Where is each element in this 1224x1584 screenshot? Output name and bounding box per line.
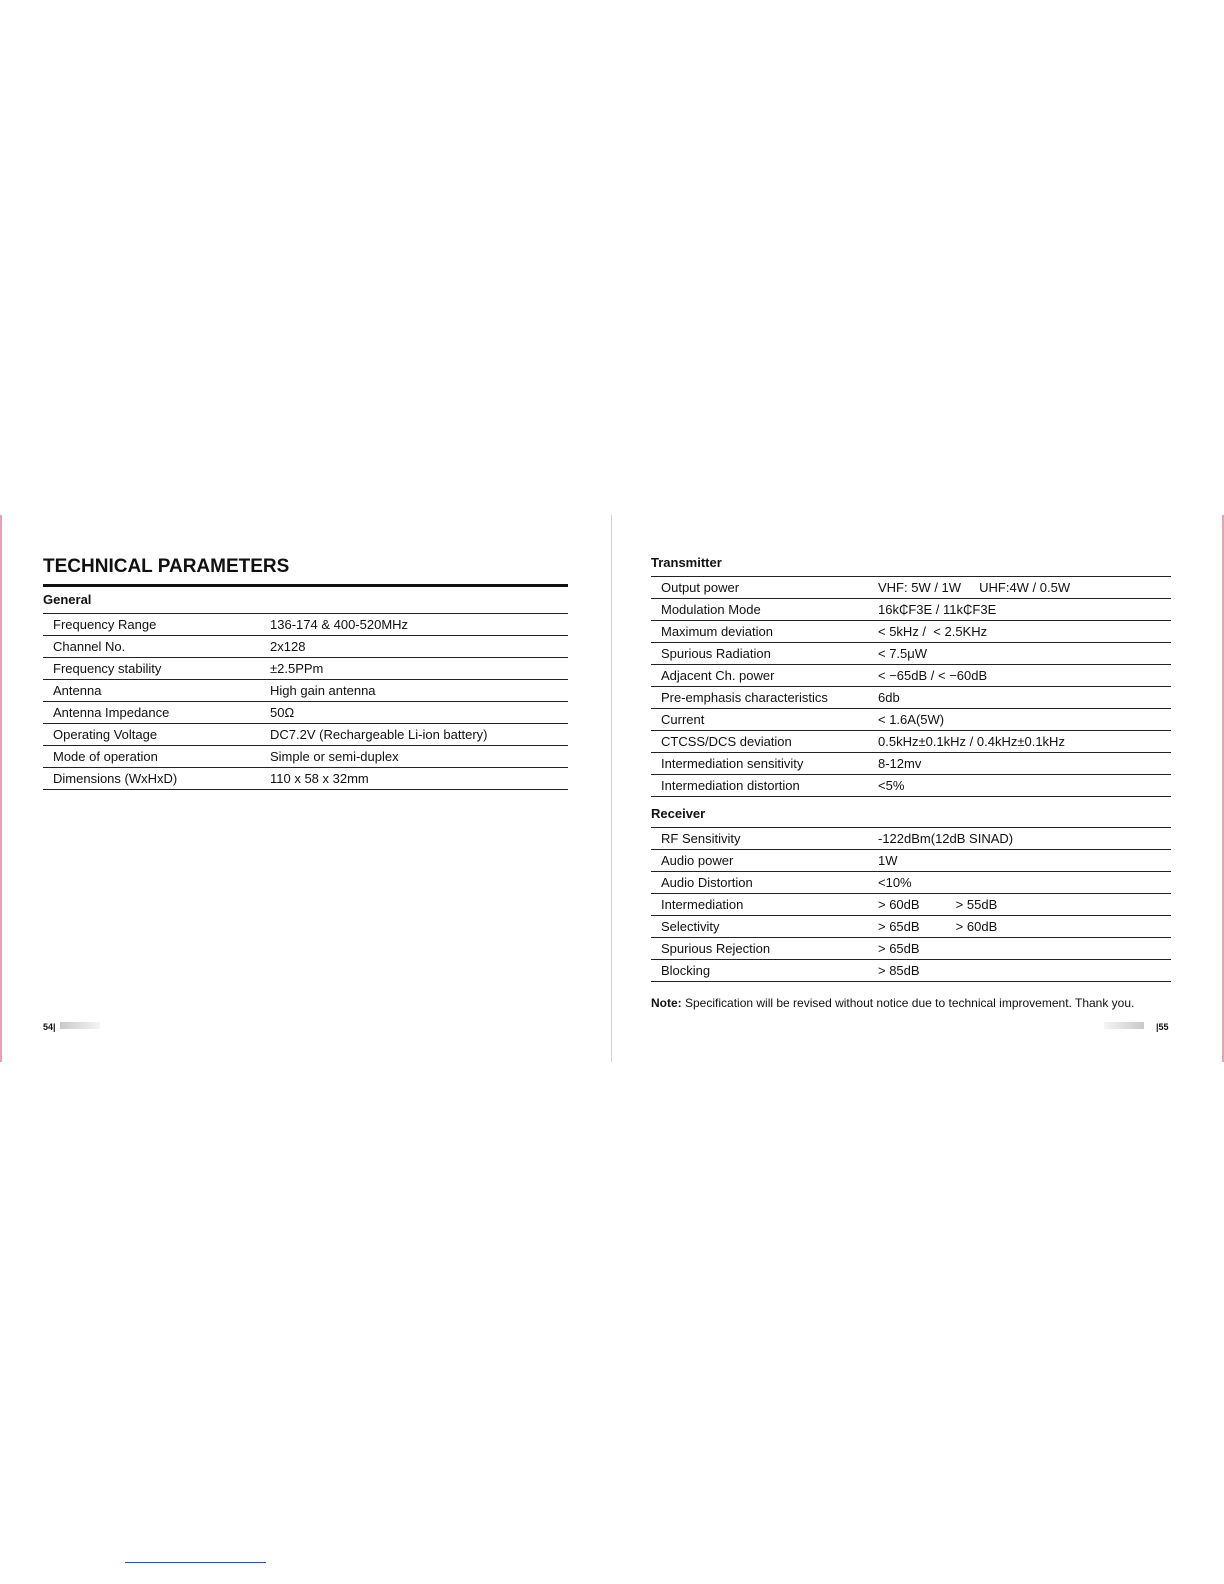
page-gutter — [611, 515, 612, 1062]
param-name: Channel No. — [43, 636, 260, 658]
param-name: Operating Voltage — [43, 724, 260, 746]
table-row — [43, 768, 568, 790]
general-spec-table — [43, 613, 568, 790]
param-value: High gain antenna — [260, 680, 568, 702]
table-row — [651, 665, 1171, 687]
receiver-spec-table — [651, 827, 1171, 982]
param-value: < 7.5μW — [868, 643, 1171, 665]
page-number-bar-right — [1104, 1022, 1144, 1029]
param-name: Selectivity — [651, 916, 868, 938]
table-row — [43, 636, 568, 658]
param-value: VHF: 5W / 1W UHF:4W / 0.5W — [868, 577, 1171, 599]
param-value: > 85dB — [868, 960, 1171, 982]
param-value: 16k₵F3E / 11k₵F3E — [868, 599, 1171, 621]
param-name: Antenna Impedance — [43, 702, 260, 724]
param-name: Adjacent Ch. power — [651, 665, 868, 687]
param-name: CTCSS/DCS deviation — [651, 731, 868, 753]
param-value: -122dBm(12dB SINAD) — [868, 828, 1171, 850]
transmitter-spec-table — [651, 576, 1171, 797]
table-row — [651, 621, 1171, 643]
param-value: 6db — [868, 687, 1171, 709]
param-name: Antenna — [43, 680, 260, 702]
param-value: <5% — [868, 775, 1171, 797]
param-name: Blocking — [651, 960, 868, 982]
param-value: Simple or semi-duplex — [260, 746, 568, 768]
param-value: 0.5kHz±0.1kHz / 0.4kHz±0.1kHz — [868, 731, 1171, 753]
table-row — [651, 709, 1171, 731]
table-row — [651, 731, 1171, 753]
param-value: <10% — [868, 872, 1171, 894]
table-row — [651, 643, 1171, 665]
param-value: DC7.2V (Rechargeable Li-ion battery) — [260, 724, 568, 746]
param-name: RF Sensitivity — [651, 828, 868, 850]
param-value: 2x128 — [260, 636, 568, 658]
param-name: Current — [651, 709, 868, 731]
table-row — [651, 938, 1171, 960]
section-label-transmitter: Transmitter — [651, 555, 722, 570]
page-number-bar-left — [60, 1022, 100, 1029]
param-value: > 60dB > 55dB — [868, 894, 1171, 916]
param-name: Dimensions (WxHxD) — [43, 768, 260, 790]
param-name: Maximum deviation — [651, 621, 868, 643]
param-name: Pre-emphasis characteristics — [651, 687, 868, 709]
table-row — [651, 916, 1171, 938]
page-number-left: 54| — [43, 1022, 56, 1032]
table-row — [43, 702, 568, 724]
table-row — [43, 680, 568, 702]
param-name: Frequency stability — [43, 658, 260, 680]
param-name: Spurious Radiation — [651, 643, 868, 665]
param-name: Output power — [651, 577, 868, 599]
table-row — [43, 724, 568, 746]
page-title: TECHNICAL PARAMETERS — [43, 556, 290, 577]
table-row — [651, 872, 1171, 894]
param-value: ±2.5PPm — [260, 658, 568, 680]
param-name: Spurious Rejection — [651, 938, 868, 960]
note-text: Specification will be revised without notice due to technical improvement. Thank you. — [681, 996, 1135, 1010]
param-name: Frequency Range — [43, 614, 260, 636]
table-row — [651, 775, 1171, 797]
param-value: 136-174 & 400-520MHz — [260, 614, 568, 636]
param-value: < 5kHz / < 2.5KHz — [868, 621, 1171, 643]
param-name: Intermediation — [651, 894, 868, 916]
table-row — [43, 658, 568, 680]
page-number-right: |55 — [1156, 1022, 1169, 1032]
note-label: Note: — [651, 996, 682, 1010]
param-value: < 1.6A(5W) — [868, 709, 1171, 731]
table-row — [651, 687, 1171, 709]
section-label-receiver: Receiver — [651, 806, 706, 821]
param-name: Modulation Mode — [651, 599, 868, 621]
table-row — [651, 828, 1171, 850]
param-value: 110 x 58 x 32mm — [260, 768, 568, 790]
param-name: Audio Distortion — [651, 872, 868, 894]
table-row — [651, 599, 1171, 621]
param-value: > 65dB — [868, 938, 1171, 960]
param-value: 8-12mv — [868, 753, 1171, 775]
table-row — [651, 960, 1171, 982]
table-row — [43, 746, 568, 768]
table-row — [651, 850, 1171, 872]
param-name: Mode of operation — [43, 746, 260, 768]
note — [651, 996, 1134, 1010]
table-row — [651, 894, 1171, 916]
param-value: < −65dB / < −60dB — [868, 665, 1171, 687]
param-value: 50Ω — [260, 702, 568, 724]
footer-link-underline — [125, 1562, 266, 1563]
title-rule — [43, 584, 568, 587]
section-label-general: General — [43, 592, 92, 607]
param-name: Audio power — [651, 850, 868, 872]
table-row — [651, 577, 1171, 599]
table-row — [651, 753, 1171, 775]
param-value: 1W — [868, 850, 1171, 872]
table-row — [43, 614, 568, 636]
param-name: Intermediation distortion — [651, 775, 868, 797]
param-value: > 65dB > 60dB — [868, 916, 1171, 938]
left-page-edge — [0, 515, 2, 1062]
param-name: Intermediation sensitivity — [651, 753, 868, 775]
